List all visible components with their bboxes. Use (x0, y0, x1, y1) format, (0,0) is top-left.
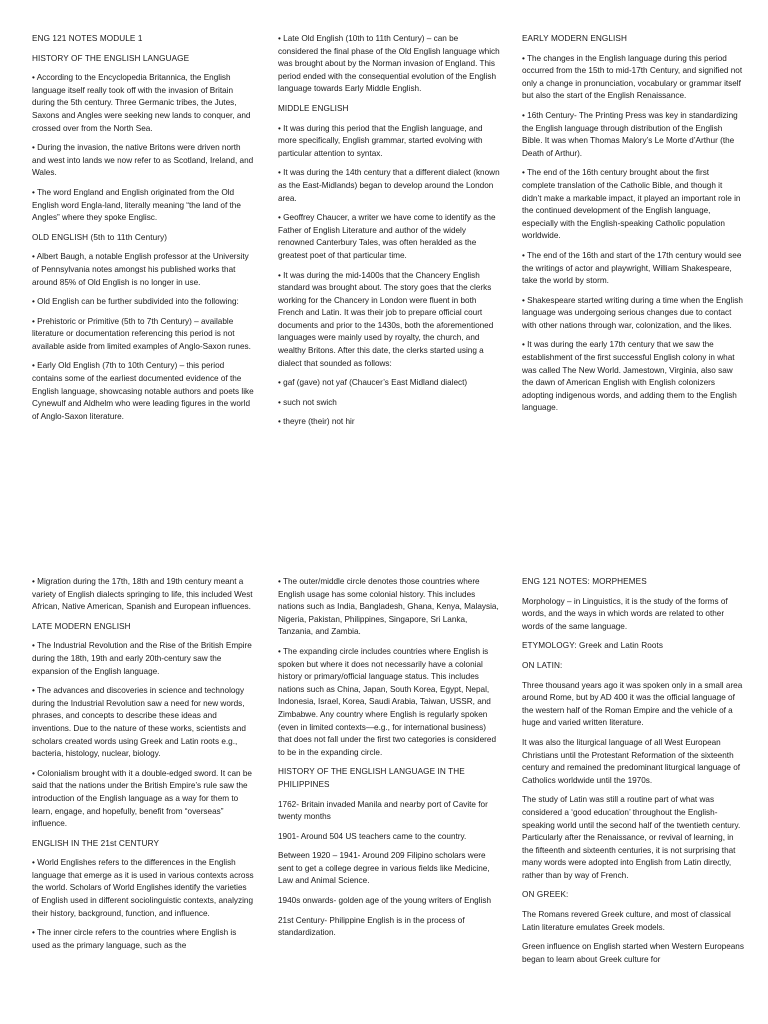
paragraph: Morphology – in Linguistics, it is the study of the forms of words, and the ways in which words are related to other words of the same language. (522, 596, 728, 631)
paragraph: • According to the Encyclopedia Britannica, the English language itself really took off with the invasion of Britain during the 5th century. Three Germanic tribes, the Jutes, Saxons and Angles were seeking new lands to conquer, and crossed over from the North Sea. (32, 73, 251, 133)
section-heading: HISTORY OF THE ENGLISH LANGUAGE IN THE PHILIPPINES (278, 767, 465, 789)
section-heading: ON LATIN: (522, 660, 563, 670)
paragraph: • It was during this period that the English language, and more specifically, English grammar, started evolving with particular attention to syntax. (278, 123, 483, 158)
paragraph: • The word England and English originated from the Old English word Engla-land, literally meaning “the land of the Angles” where they spoke Englisc. (32, 187, 241, 223)
paragraph: • During the invasion, the native Britons were driven north and west into lands we now refer to as Scotland, Ireland, and Wales. (32, 143, 254, 178)
paragraph: • The expanding circle includes countries where English is spoken but where it does not necessarily have a colonial history or primary/official language status. This includes nations such as China, Japan, South Korea, Egypt, Nepal, Indonesia, Israel, Korea, Saudi Arabia, Taiwan, USSR, and Zimbabwe. Any country where English is regularly spoken (even in limited contexts—e.g., for international business) that does not fall under the first two categories is considered to be in the expanding circle. (278, 646, 497, 757)
column-3 (522, 576, 744, 973)
section-heading: OLD ENGLISH (5th to 11th Century) (32, 232, 168, 242)
paragraph: • 16th Century- The Printing Press was key in standardizing the English language through distribution of the English Bible. It was when Thomas Malory’s Le Morte d’Arthur (the Death of Arthur). (522, 110, 738, 158)
paragraph: • It was during the early 17th century that we saw the establishment of the first successful English colony in what was called The New World. Jamestown, Virginia, also saw the dawn of American English with English colonizers adopting indigenous words, and adding them to the English language. (522, 340, 737, 413)
module-title: ENG 121 NOTES: MORPHEMES (522, 577, 647, 586)
paragraph: The study of Latin was still a routine part of what was considered a ‘good education’ throughout the English-speaking world until the second half of the twentieth century. Particularly after the Renaissance, or revival of learning, in the fifteenth and sixteenth centuries, it is not surprising that many words were adopted into English from Latin directly, rather than by way of French. (522, 795, 741, 880)
paragraph: • It was during the 14th century that a different dialect (known as the East-Midlands) began to develop around the London area. (278, 168, 500, 203)
section-heading: ENGLISH IN THE 21st CENTURY (32, 838, 160, 848)
paragraph: • such not swich (278, 397, 337, 407)
paragraph: • Albert Baugh, a notable English professor at the University of Pennsylvania notes amongst his published works that around 85% of Old English is no longer in use. (32, 252, 249, 287)
paragraph: Three thousand years ago it was spoken only in a small area around Rome, but by AD 400 it was the official language of the western half of the Roman Empire and the vehicle of a huge and varied written literature. (522, 680, 743, 728)
section-heading: LATE MODERN ENGLISH (32, 621, 131, 631)
section-heading: ON GREEK: (522, 890, 569, 900)
paragraph: • World Englishes refers to the differences in the English language that emerge as it is used in various contexts across the world. Scholars of World Englishes identify the varieties of English used in different sociolinguistic contexts, analyzing their history, background, function, and influence. (32, 858, 254, 918)
paragraph: • It was during the mid-1400s that the Chancery English standard was brought about. The story goes that the clerks working for the Chancery in London were fluent in both French and Latin. It was their job to prepare official court documents and prior to the 1430s, both the aforementioned languages were mainly used by royalty, the church, and wealthy Britons. After this date, the clerks started using a dialect that sounded as follows: (278, 270, 494, 368)
paragraph: 1901- Around 504 US teachers came to the country. (278, 831, 467, 841)
column-3 (522, 33, 744, 422)
paragraph: • The inner circle refers to the countries where English is used as the primary language, such as the (32, 928, 237, 950)
column-2 (278, 33, 500, 436)
paragraph: It was also the liturgical language of all West European Christians until the Protestant Reformation of the sixteenth century and remained the predominant liturgical language of Catholics worldwide until the 1970s. (522, 737, 741, 785)
paragraph: 1940s onwards- golden age of the young writers of English (278, 896, 492, 906)
column-1 (32, 576, 254, 959)
section-heading: MIDDLE ENGLISH (278, 103, 349, 113)
paragraph: Green influence on English started when Western Europeans began to learn about Greek culture for (522, 942, 744, 964)
paragraph: • gaf (gave) not yaf (Chaucer’s East Midland dialect) (278, 378, 468, 388)
paragraph: • Colonialism brought with it a double-edged sword. It can be said that the nations under the British Empire’s rule saw the introduction of the English language as a way for them to learn, engage, and hopefully, benefit from “overseas” influence. (32, 768, 252, 829)
paragraph: The Romans revered Greek culture, and most of classical Latin literature emulates Greek models. (522, 910, 731, 932)
section-heading: HISTORY OF THE ENGLISH LANGUAGE (32, 53, 190, 63)
column-2 (278, 576, 500, 947)
section-heading: ETYMOLOGY: Greek and Latin Roots (522, 641, 664, 651)
paragraph: • The end of the 16th century brought about the first complete translation of the Catholic Bible, and though it didn’t make a markable impact, it played an important role in the continued development of the English language, especially with the English-speaking Catholic population worldwide. (522, 168, 741, 241)
section-heading: EARLY MODERN ENGLISH (522, 34, 627, 43)
paragraph: • Geoffrey Chaucer, a writer we have come to identify as the Father of English Literature and author of the widely renowned Canterbury Tales, was often heralded as the greatest poet of that particular time. (278, 213, 496, 260)
paragraph: 21st Century- Philippine English is in the process of standardization. (278, 915, 465, 938)
module-title: ENG 121 NOTES MODULE 1 (32, 34, 143, 43)
paragraph: • The changes in the English language during this period occurred from the 15th to mid-17th Century, and signified not only a change in pronunciation, vocabulary or grammar itself but also the start of the English Renaissance. (522, 53, 743, 101)
paragraph: • The Industrial Revolution and the Rise of the British Empire during the 18th, 19th and early 20th-century saw the expansion of the English language. (32, 641, 252, 676)
paragraph: • Migration during the 17th, 18th and 19th century meant a variety of English dialects springing to life, this included West African, Native American, Spanish and European influences. (32, 577, 253, 612)
paragraph: • Shakespeare started writing during a time when the English language was undergoing serious changes due to contact with other nations through war, colonization, and the likes. (522, 295, 743, 330)
paragraph: • theyre (their) not hir (278, 417, 355, 427)
paragraph: 1762- Britain invaded Manila and nearby port of Cavite for twenty months (278, 799, 488, 822)
paragraph: Between 1920 – 1941- Around 209 Filipino scholars were sent to get a college degree in various fields like Medicine, Law and Animal Science. (278, 851, 490, 886)
paragraph: • The outer/middle circle denotes those countries where English usage has some colonial history. This includes nations such as India, Bangladesh, Ghana, Kenya, Malaysia, Nigeria, Pakistan, Philippines, Singapore, Sri Lanka, Tanzania, and Zambia. (278, 577, 499, 637)
paragraph: • Early Old English (7th to 10th Century) – this period contains some of the earliest documented evidence of the English language, showcasing notable authors and poets like Cynewulf and Aldhelm who were leading figures in the world of Anglo-Saxon literature. (32, 361, 254, 421)
paragraph: • Old English can be further subdivided into the following: (32, 297, 239, 307)
paragraph: • Late Old English (10th to 11th Century) – can be considered the final phase of the Old English language which was brought about by the Norman invasion of England. This period ended with the consequential evolution of the English language towards Early Middle English. (278, 34, 500, 94)
paragraph: • Prehistoric or Primitive (5th to 7th Century) – available literature or documentation referencing this period is not available aside from limited examples of Anglo-Saxon runes. (32, 316, 251, 351)
column-1 (32, 33, 254, 430)
paragraph: • The end of the 16th and start of the 17th century would see the writings of actor and playwright, William Shakespeare, take the world by storm. (522, 250, 742, 286)
paragraph: • The advances and discoveries in science and technology during the Industrial Revolution saw a need for new words, phrases, and concepts to describe these ideas and inventions. Due to the nature of these works, scientists and scholars created words using Greek and Latin roots e.g., bacteria, histology, nuclear, biology. (32, 686, 246, 759)
document-page-2 (0, 512, 768, 1024)
